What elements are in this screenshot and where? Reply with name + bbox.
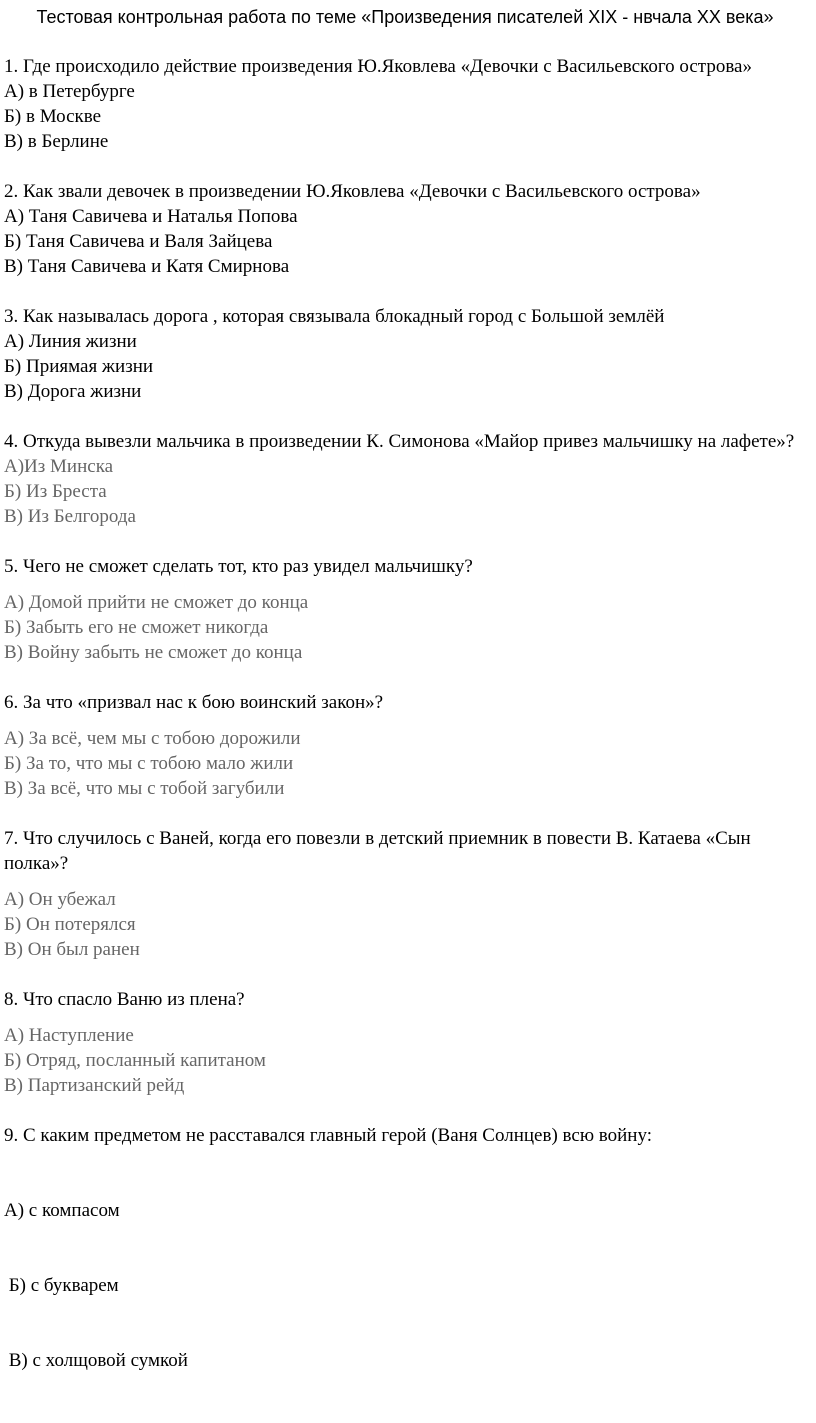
answer-option: Б) Он потерялся — [4, 914, 136, 935]
question-text: 7. Что случилось с Ваней, когда его повезли в детский приемник в повести В. Катаева «Сын полка»? — [4, 828, 751, 874]
answer-option: В) Войну забыть не сможет до конца — [4, 642, 303, 663]
question-text: 1. Где происходило действие произведения Ю.Яковлева «Девочки с Васильевского острова» — [4, 56, 752, 77]
answer-option: В) в Берлине — [4, 131, 109, 152]
answer-option: А) За всё, чем мы с тобою дорожили — [4, 728, 301, 749]
answer-option: В) Партизанский рейд — [4, 1075, 185, 1096]
answer-option: А) в Петербурге — [4, 81, 135, 102]
question-9 — [4, 1123, 806, 1423]
answer-list — [4, 79, 806, 154]
answer-option: Б) Приямая жизни — [4, 356, 154, 377]
answer-option: А) Наступление — [4, 1025, 134, 1046]
answer-option: А) Он убежал — [4, 889, 116, 910]
answer-option: Б) Забыть его не сможет никогда — [4, 617, 269, 638]
answer-list — [4, 887, 806, 962]
question-text: 5. Чего не сможет сделать тот, кто раз увидел мальчишку? — [4, 556, 473, 577]
answer-option: В) За всё, что мы с тобой загубили — [4, 778, 285, 799]
answer-option: В) Он был ранен — [4, 939, 140, 960]
answer-option: В) Таня Савичева и Катя Смирнова — [4, 256, 290, 277]
answer-option: В) Дорога жизни — [4, 381, 142, 402]
question-1 — [4, 54, 806, 154]
question-3 — [4, 304, 806, 404]
answer-option: А)Из Минска — [4, 456, 114, 477]
question-text: 4. Откуда вывезли мальчика в произведении К. Симонова «Майор привез мальчишку на лафете»? — [4, 431, 795, 452]
answer-option: А) Линия жизни — [4, 331, 137, 352]
question-2 — [4, 179, 806, 279]
question-7 — [4, 826, 806, 962]
question-text: 6. За что «призвал нас к бою воинский закон»? — [4, 692, 384, 713]
question-6 — [4, 690, 806, 801]
answer-option: А) Таня Савичева и Наталья Попова — [4, 206, 298, 227]
answer-list — [4, 454, 806, 529]
answer-list — [4, 1023, 806, 1098]
answer-option: Б) Отряд, посланный капитаном — [4, 1050, 266, 1071]
answer-option: В) Из Белгорода — [4, 506, 136, 527]
answer-option: Б) Из Бреста — [4, 481, 107, 502]
answer-option: Б) в Москве — [4, 106, 102, 127]
answer-list — [4, 726, 806, 801]
answer-list — [4, 1148, 806, 1423]
answer-list — [4, 590, 806, 665]
answer-list — [4, 204, 806, 279]
answer-option: Б) Таня Савичева и Валя Зайцева — [4, 231, 273, 252]
answer-option: Б) За то, что мы с тобою мало жили — [4, 753, 294, 774]
answer-list — [4, 329, 806, 404]
answer-option: Б) с букварем — [4, 1275, 119, 1296]
question-text: 3. Как называлась дорога , которая связывала блокадный город с Большой землёй — [4, 306, 665, 327]
document-title: Тестовая контрольная работа по теме «Произведения писателей XIX - нвчала XX века» — [36, 7, 774, 27]
question-4 — [4, 429, 806, 529]
question-5 — [4, 554, 806, 665]
answer-option: А) Домой прийти не сможет до конца — [4, 592, 309, 613]
question-8 — [4, 987, 806, 1098]
question-text: 8. Что спасло Ваню из плена? — [4, 989, 245, 1010]
answer-option: В) с холщовой сумкой — [4, 1350, 188, 1371]
question-text: 9. С каким предметом не расставался главный герой (Ваня Солнцев) всю войну: — [4, 1125, 652, 1146]
question-text: 2. Как звали девочек в произведении Ю.Яковлева «Девочки с Васильевского острова» — [4, 181, 701, 202]
answer-option: А) с компасом — [4, 1200, 120, 1221]
